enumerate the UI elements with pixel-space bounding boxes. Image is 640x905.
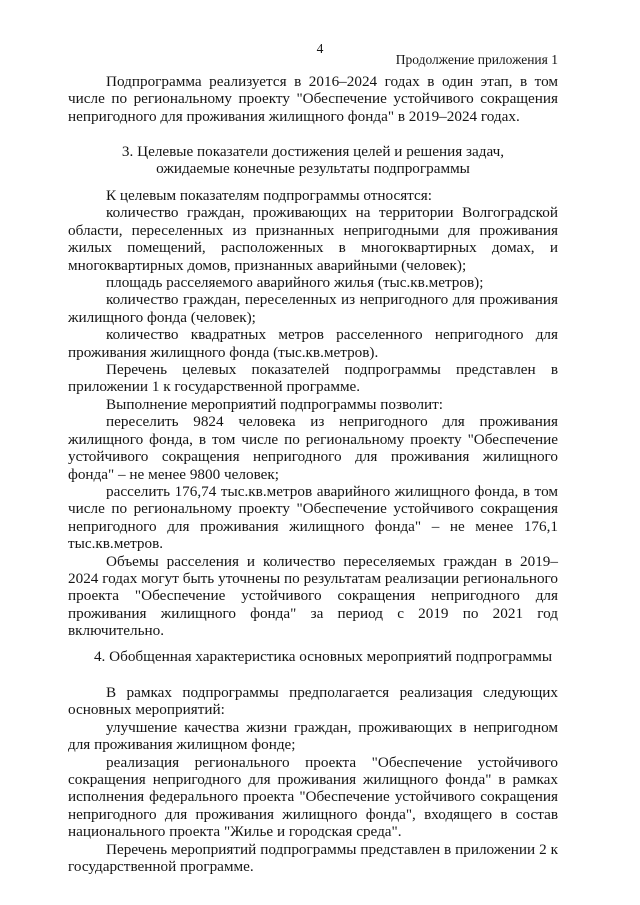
intro-block <box>68 73 558 125</box>
paragraph: Перечень мероприятий подпрограммы представлен в приложении 2 к государственной программе. <box>68 840 558 876</box>
section-3-heading <box>68 143 558 178</box>
paragraph: количество граждан, переселенных из непригодного для проживания жилищного фонда (человек); <box>68 291 558 326</box>
paragraph: улучшение качества жизни граждан, проживающих в непригодном для проживания жилищном фонде; <box>68 718 558 754</box>
paragraph: площадь расселяемого аварийного жилья (тыс.кв.метров); <box>106 274 484 292</box>
paragraph: В рамках подпрограммы предполагается реализация следующих основных мероприятий: <box>68 684 558 719</box>
paragraph: количество граждан, проживающих на территории Волгоградской области, переселенных из признанных непригодными для проживания жилых помещений, расположенных в многоквартирных домах, и многоквартирных домов, признанных аварийными (человек); <box>68 204 558 274</box>
section-3-body <box>68 187 558 640</box>
intro-paragraph: Подпрограмма реализуется в 2016–2024 годах в один этап, в том числе по региональному проекту "Обеспечение устойчивого сокращения непригодного для проживания жилищного фонда" в 2019–2024 годах. <box>68 73 558 125</box>
section-3-title-line1: 3. Целевые показатели достижения целей и решения задач, <box>121 143 505 160</box>
paragraph: реализация регионального проекта "Обеспечение устойчивого сокращения непригодного для проживания жилищного фонда" в рамках исполнения федерального проекта "Обеспечение устойчивого сокращения непригодного для проживания жилищного фонда", входящего в состав национального проекта "Жилье и городская среда". <box>68 753 558 841</box>
section-4-heading <box>68 648 578 665</box>
paragraph: переселить 9824 человека из непригодного для проживания жилищного фонда, в том числе по региональному проекту "Обеспечение устойчивого сокращения непригодного для проживания жилищного фонда" – не менее 9800 человек; <box>68 413 558 483</box>
paragraph: количество квадратных метров расселенного непригодного для проживания жилищного фонда (тыс.кв.метров). <box>68 326 558 361</box>
section-4-title: 4. Обобщенная характеристика основных мероприятий подпрограммы <box>93 648 553 665</box>
paragraph: Перечень целевых показателей подпрограммы представлен в приложении 1 к государственной программе. <box>68 361 558 396</box>
section-3-title-line2: ожидаемые конечные результаты подпрограммы <box>156 160 470 178</box>
paragraph: Объемы расселения и количество переселяемых граждан в 2019–2024 годах могут быть уточнены по результатам реализации регионального проекта "Обеспечение устойчивого сокращения непригодного для проживания жилищного фонда" за период с 2019 по 2021 год включительно. <box>68 552 558 640</box>
section-4-body <box>68 684 558 875</box>
paragraph: К целевым показателям подпрограммы относятся: <box>106 187 432 204</box>
appendix-note: Продолжение приложения 1 <box>395 52 558 67</box>
page-number: 4 <box>316 41 324 56</box>
paragraph: расселить 176,74 тыс.кв.метров аварийного жилищного фонда, в том числе по региональному проекту "Обеспечение устойчивого сокращения непригодного для проживания жилищного фонда" – не менее 176,1 тыс.кв.метров. <box>68 482 558 553</box>
paragraph: Выполнение мероприятий подпрограммы позволит: <box>106 395 444 413</box>
